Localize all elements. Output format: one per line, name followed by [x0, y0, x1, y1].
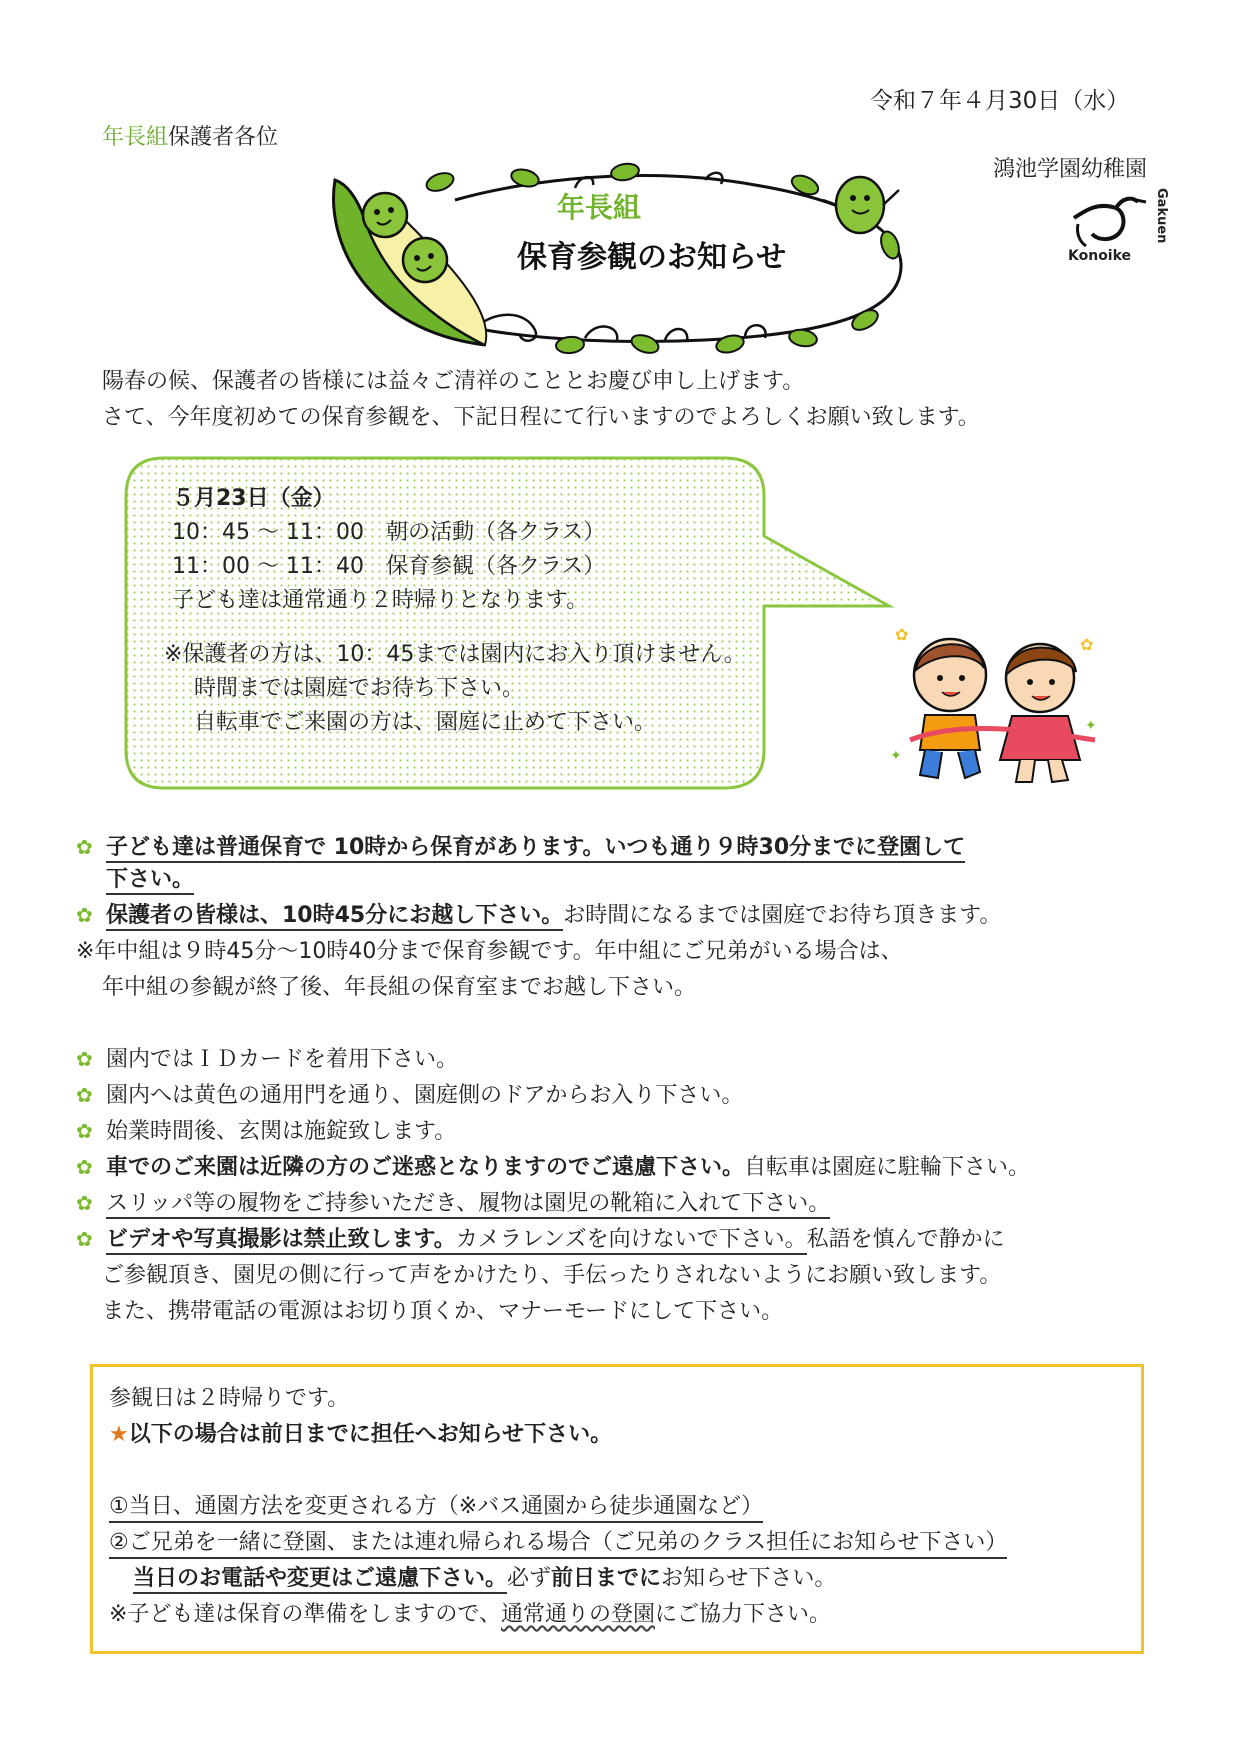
- notice-3-line1: ※年中組は９時45分～10時40分まで保育参観です。年中組にご兄弟がいる場合は、: [76, 939, 903, 964]
- svg-text:✦: ✦: [1085, 718, 1097, 734]
- title-line2: 保育参観のお知らせ: [517, 240, 787, 275]
- flower-bullet-icon: ✿: [76, 903, 93, 927]
- box-line-2: 以下の場合は前日までに担任へお知らせ下さい。: [128, 1422, 613, 1447]
- notice-2: [76, 898, 1001, 929]
- notice-1-line1: 子ども達は普通保育で 10時から保育があります。いつも通り９時30分までに登園して: [106, 835, 965, 863]
- children-icon: [880, 620, 1110, 790]
- rule-4: [76, 1150, 1030, 1181]
- box-item-4: [109, 1597, 831, 1628]
- box-item-3-rest: お知らせ下さい。: [661, 1566, 837, 1591]
- greeting-line-1: 陽春の候、保護者の皆様には益々ご清祥のこととお慶び申し上げます。: [102, 369, 805, 394]
- date: 令和７年４月30日（水）: [870, 88, 1130, 114]
- rule-1-text: 園内ではＩＤカードを着用下さい。: [106, 1047, 459, 1072]
- schedule-note-1: ※保護者の方は、10：45までは園内にお入り頂けません。: [164, 642, 746, 667]
- school-name: 鴻池学園幼稚園: [993, 157, 1148, 182]
- children-illustration: [880, 620, 1110, 790]
- flower-bullet-icon: ✿: [76, 835, 93, 859]
- notice-2-rest: お時間になるまでは園庭でお待ち頂きます。: [563, 903, 1002, 928]
- box-item-3-bold: 当日のお電話や変更はご遠慮下さい。: [133, 1566, 507, 1594]
- rule-2-text: 園内へは黄色の通用門を通り、園庭側のドアからお入り下さい。: [106, 1083, 744, 1108]
- title-line1: 年長組: [557, 191, 642, 224]
- rule-1: [76, 1042, 458, 1073]
- rule-2: [76, 1078, 743, 1109]
- box-item-4-a: ※子ども達は保育の準備をしますので、: [109, 1602, 501, 1627]
- school-logo: [1066, 188, 1176, 268]
- notice-1-line2-wrap: [106, 862, 194, 893]
- notice-3-line2: 年中組の参観が終了後、年長組の保育室までお越し下さい。: [102, 975, 697, 1000]
- flower-bullet-icon: ✿: [76, 1047, 93, 1071]
- rule-6: [76, 1222, 1005, 1253]
- schedule-note-2: 時間までは園庭でお待ち下さい。: [172, 676, 525, 701]
- rule-5-text: スリッパ等の履物をご持参いただき、履物は園児の靴箱に入れて下さい。: [106, 1191, 830, 1219]
- schedule-bubble: [124, 456, 894, 792]
- rule-3: [76, 1114, 456, 1145]
- rule-4-bold: 車でのご来園は近隣の方のご迷惑となりますのでご遠慮下さい。: [106, 1155, 745, 1180]
- box-item-1: ①当日、通園方法を変更される方（※バス通園から徒歩通園など）: [109, 1489, 763, 1523]
- box-line-1: 参観日は２時帰りです。: [109, 1386, 350, 1411]
- rule-6-rest: 私語を慎んで静かに: [806, 1227, 1005, 1252]
- rule-5: [76, 1186, 830, 1217]
- rule-3-text: 始業時間後、玄関は施錠致します。: [106, 1119, 457, 1144]
- svg-text:✿: ✿: [1080, 635, 1094, 654]
- recipient-class: 年長組: [102, 125, 169, 150]
- recipient-rest: 保護者各位: [168, 125, 279, 150]
- schedule-row-1: 10：45 ～ 11：00 朝の活動（各クラス）: [172, 520, 606, 545]
- box-line-2-wrap: [109, 1417, 612, 1448]
- flower-bullet-icon: ✿: [76, 1119, 93, 1143]
- notice-2-bold: 保護者の皆様は、10時45分にお越し下さい。: [106, 903, 563, 931]
- title-banner: [325, 160, 915, 355]
- notice-1: [76, 830, 965, 861]
- box-item-2: ②ご兄弟を一緒に登園、または連れ帰られる場合（ご兄弟のクラス担任にお知らせ下さい）: [109, 1525, 1007, 1559]
- flower-bullet-icon: ✿: [76, 1155, 93, 1179]
- recipient: [102, 120, 278, 151]
- schedule-row-3: 子ども達は通常通り２時帰りとなります。: [172, 588, 589, 613]
- reminder-box: [90, 1364, 1144, 1654]
- svg-text:✿: ✿: [895, 625, 909, 644]
- notice-1-line2: 下さい。: [106, 867, 194, 895]
- rule-6-bold: ビデオや写真撮影は禁止致します。: [106, 1227, 456, 1255]
- box-item-3-mid: 必ず: [507, 1566, 552, 1591]
- box-item-4-wavy: 通常通りの登園: [501, 1602, 656, 1627]
- box-item-3: [133, 1561, 836, 1592]
- rule-6-line3: また、携帯電話の電源はお切り頂くか、マナーモードにして下さい。: [102, 1299, 784, 1324]
- rule-4-rest: 自転車は園庭に駐輪下さい。: [744, 1155, 1031, 1180]
- box-item-3-bold2: 前日までに: [551, 1566, 662, 1591]
- flower-bullet-icon: ✿: [76, 1191, 93, 1215]
- flower-bullet-icon: ✿: [76, 1227, 93, 1251]
- star-icon: ★: [109, 1422, 129, 1447]
- logo-text-b: Gakuen: [1154, 188, 1169, 244]
- schedule-note-3: 自転車でご来園の方は、園庭に止めて下さい。: [172, 710, 657, 735]
- schedule-row-2: 11：00 ～ 11：40 保育参観（各クラス）: [172, 554, 606, 579]
- logo-text-a: Konoike: [1068, 248, 1132, 264]
- rule-6-underline: カメラレンズを向けないで下さい。: [456, 1227, 807, 1255]
- box-item-4-b: にご協力下さい。: [655, 1602, 832, 1627]
- rule-6-line2: ご参観頂き、園児の側に行って声をかけたり、手伝ったりされないようにお願い致します。: [102, 1263, 1002, 1288]
- schedule-date: ５月23日（金）: [172, 486, 335, 511]
- flower-bullet-icon: ✿: [76, 1083, 93, 1107]
- greeting-line-2: さて、今年度初めての保育参観を、下記日程にて行いますのでよろしくお願い致します。: [102, 405, 980, 430]
- svg-text:✦: ✦: [890, 748, 902, 764]
